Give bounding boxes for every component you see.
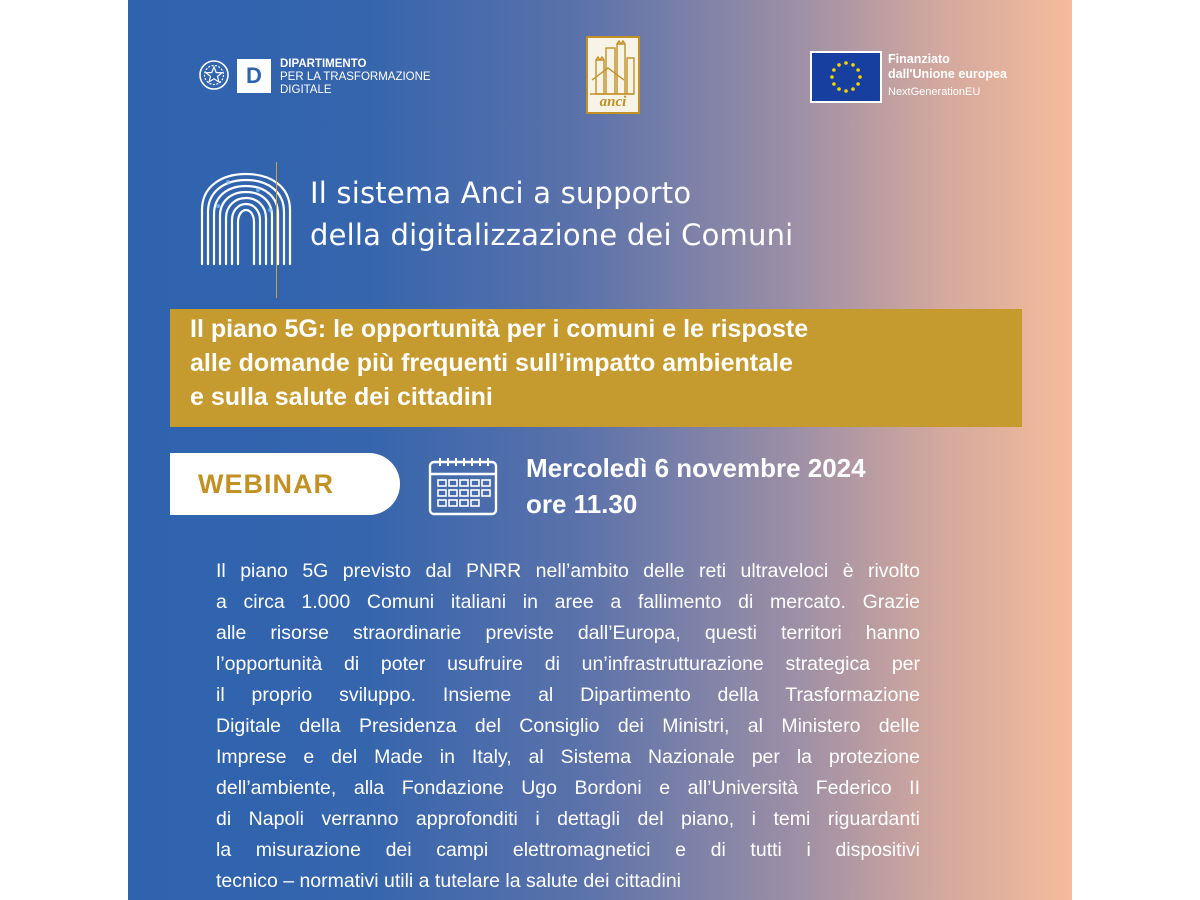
event-description <box>216 556 920 897</box>
eu-line-2: dall'Unione europea <box>888 67 1007 81</box>
description-line: Imprese e del Made in Italy, al Sistema Nazionale per la protezione <box>216 746 920 768</box>
department-mark: D <box>237 59 271 93</box>
topic-line-1: Il piano 5G: le opportunità per i comuni e le risposte <box>190 315 809 343</box>
page-title-line-2: della digitalizzazione dei Comuni <box>310 218 794 252</box>
department-name <box>280 58 431 97</box>
fingerprint-arch-icon <box>198 170 294 266</box>
topic-heading <box>190 312 808 414</box>
eu-flag-icon <box>810 51 882 103</box>
title-divider-line <box>276 162 277 298</box>
description-line: tecnico – normativi utili a tutelare la salute dei cittadini <box>216 870 681 892</box>
anci-wordmark: anci <box>599 94 627 110</box>
department-line-2: PER LA TRASFORMAZIONE <box>280 71 431 83</box>
page-title <box>310 172 793 256</box>
page-title-line-1: Il sistema Anci a supporto <box>310 176 692 210</box>
webinar-poster <box>128 0 1072 900</box>
anci-logo <box>586 36 640 114</box>
event-time: ore 11.30 <box>526 489 638 519</box>
topic-line-3: e sulla salute dei cittadini <box>190 383 493 411</box>
anci-towers-icon <box>588 40 638 98</box>
description-line: dell’ambiente, alla Fondazione Ugo Bordoni e all’Università Federico II <box>216 777 920 799</box>
description-line: Il piano 5G previsto dal PNRR nell’ambito delle reti ultraveloci è rivolto <box>216 560 920 582</box>
description-line: il proprio sviluppo. Insieme al Dipartimento della Trasformazione <box>216 684 920 706</box>
calendar-icon <box>428 456 498 516</box>
event-datetime <box>526 450 866 522</box>
eu-line-3: NextGenerationEU <box>888 86 981 98</box>
description-line: di Napoli verranno approfonditi i dettagli del piano, i temi riguardanti <box>216 808 920 830</box>
eu-funding-text <box>888 52 1007 100</box>
webinar-label: WEBINAR <box>198 469 334 499</box>
eu-line-1: Finanziato <box>888 52 950 66</box>
description-line: l’opportunità di poter usufruire di un’infrastrutturazione strategica per <box>216 653 920 675</box>
italian-republic-emblem-icon <box>198 59 230 91</box>
description-line: la misurazione dei campi elettromagnetici e di tutti i dispositivi <box>216 839 920 861</box>
description-line: alle risorse straordinarie previste dall’Europa, questi territori hanno <box>216 622 920 644</box>
department-line-1: DIPARTIMENTO <box>280 58 367 70</box>
description-line: a circa 1.000 Comuni italiani in aree a fallimento di mercato. Grazie <box>216 591 920 613</box>
topic-line-2: alle domande più frequenti sull’impatto ambientale <box>190 349 793 377</box>
department-line-3: DIGITALE <box>280 84 332 96</box>
description-line: Digitale della Presidenza del Consiglio dei Ministri, al Ministero delle <box>216 715 920 737</box>
event-date: Mercoledì 6 novembre 2024 <box>526 453 866 483</box>
